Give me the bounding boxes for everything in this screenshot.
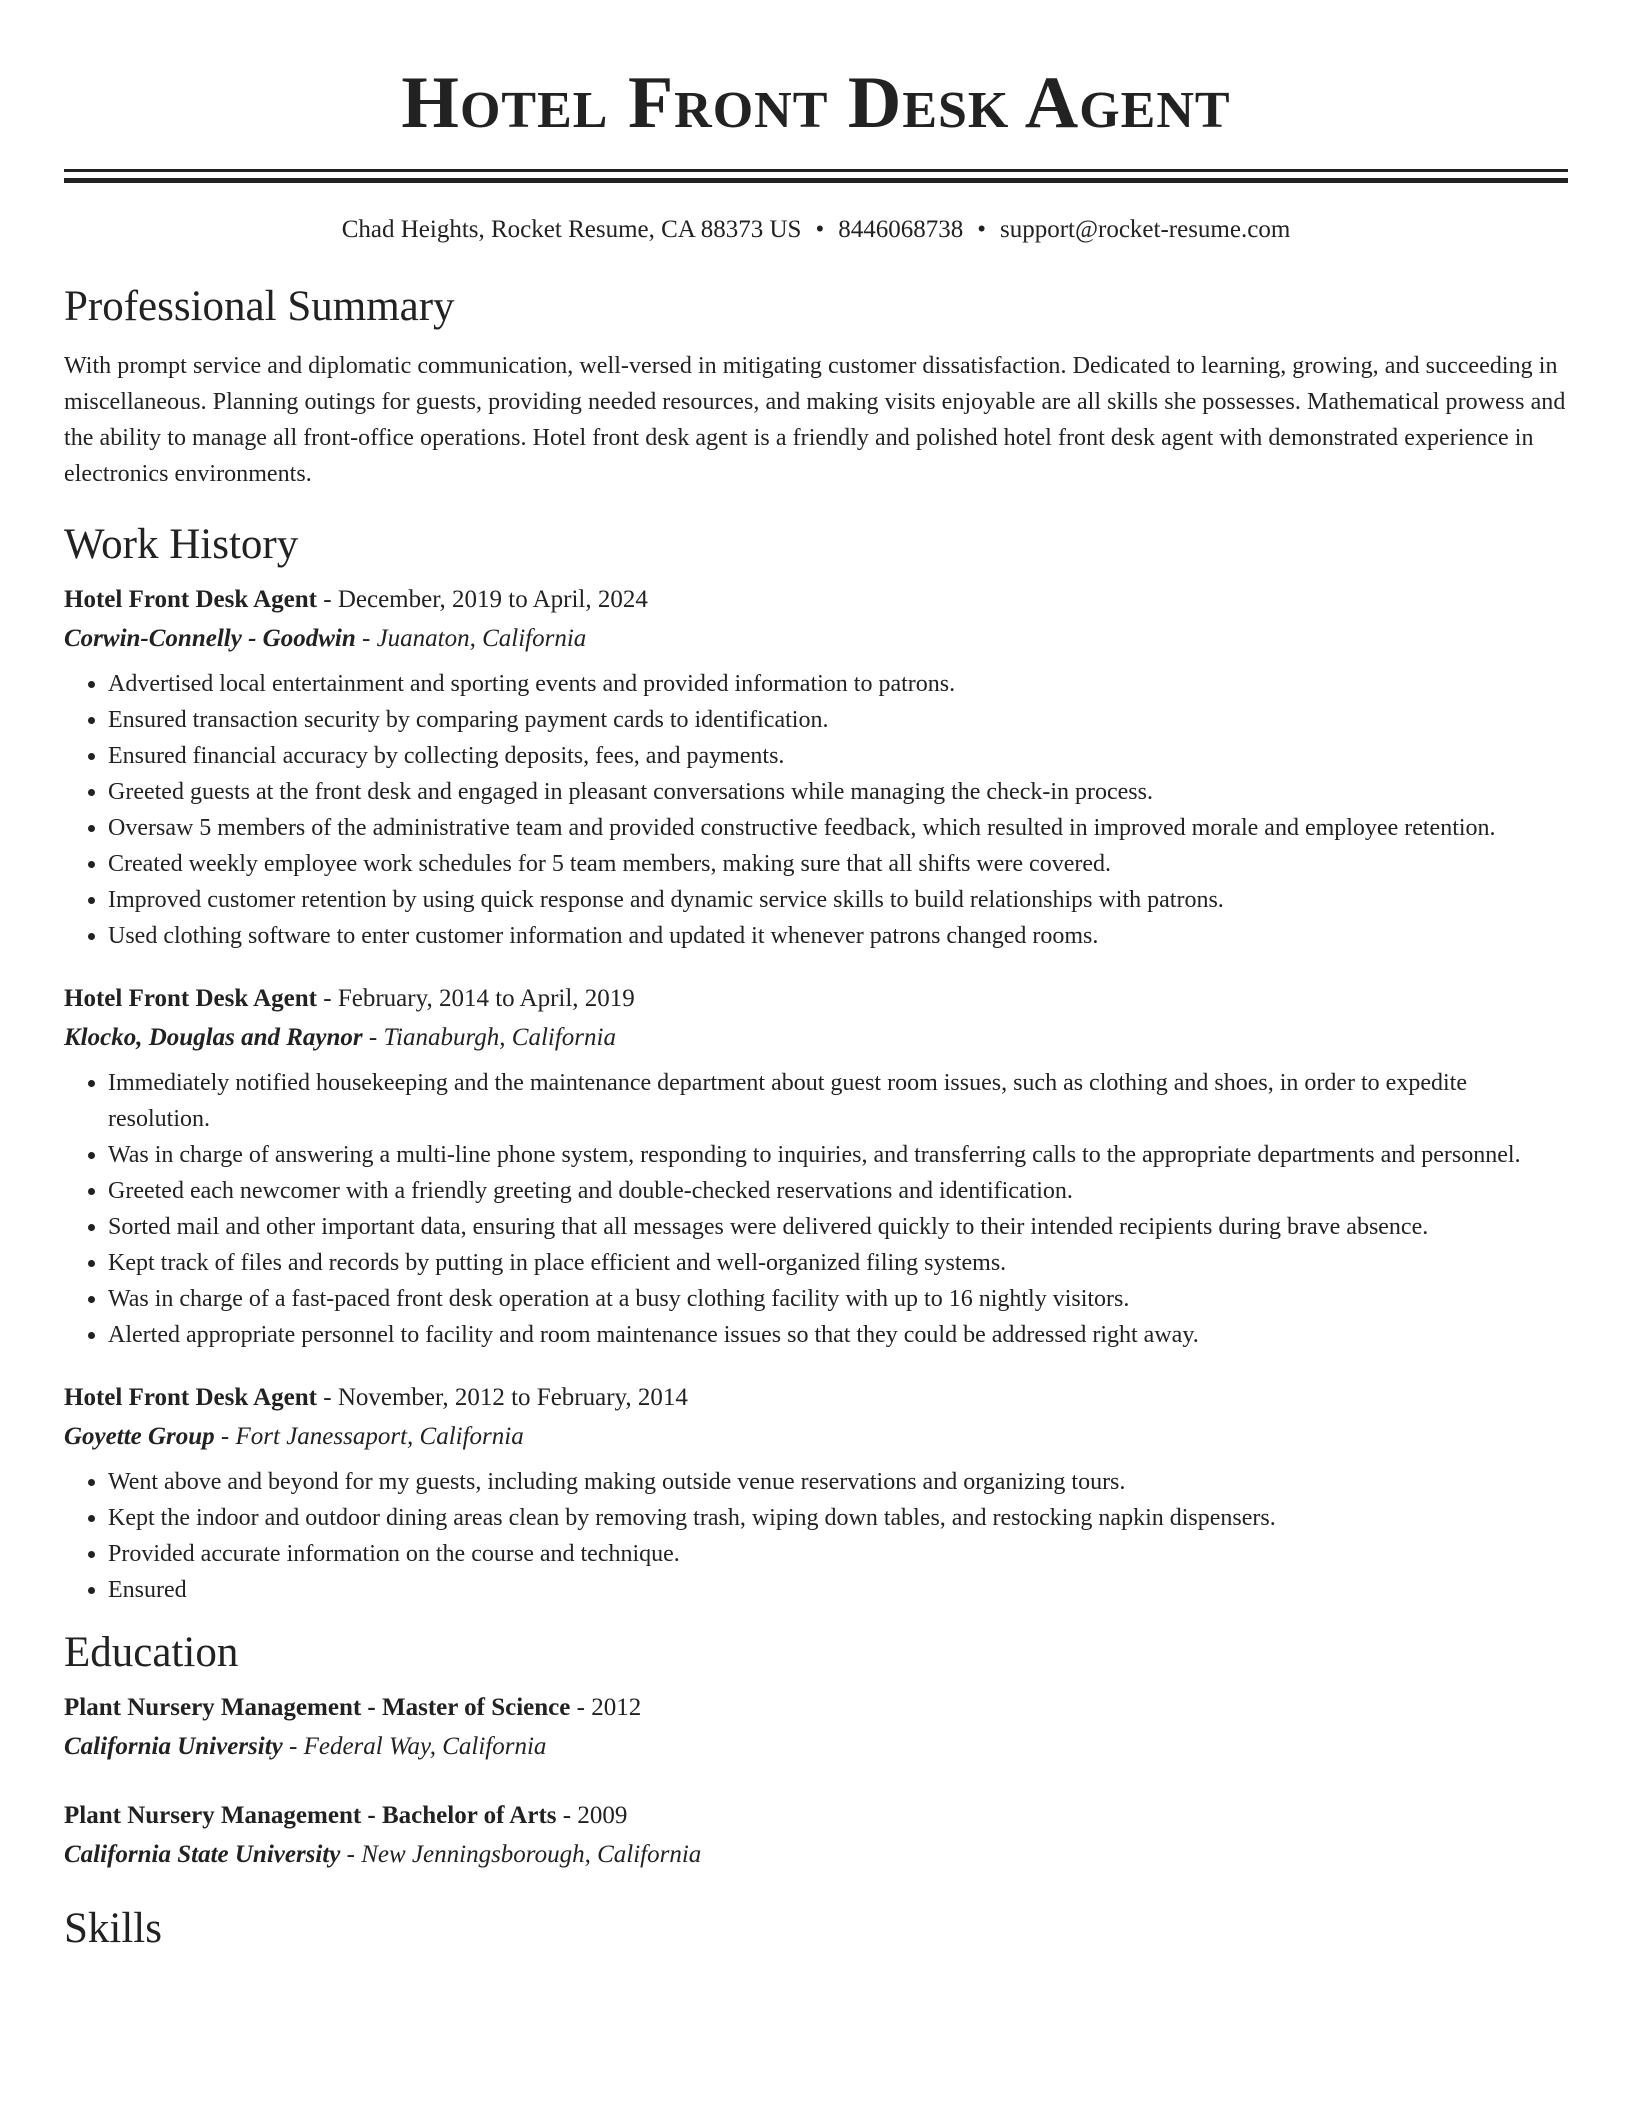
job-bullet: • Created weekly employee work schedules for 5 team members, making sure that all shifts were covered. [108,846,1568,882]
job-location: Tianaburgh, California [383,1024,616,1051]
job-role: Hotel Front Desk Agent [64,586,317,613]
education-school-line [64,1835,1568,1874]
job-bullet-list [64,666,1568,954]
job-bullet: • Immediately notified housekeeping and the maintenance department about guest room issues, such as clothing and shoes, in order to expedite resolution. [108,1065,1568,1137]
joiner: - [317,985,338,1012]
education-entry [64,1797,1568,1874]
joiner: - [340,1841,362,1868]
job-entry [64,1379,1568,1608]
joiner: - [570,1694,592,1721]
job-dates: December, 2019 to April, 2024 [337,586,648,613]
job-bullet: • Oversaw 5 members of the administrative team and provided constructive feedback, which resulted in improved morale and employee retention. [108,810,1568,846]
education-school: California University [64,1733,283,1760]
joiner: - [362,1024,384,1051]
contact-separator: • [977,216,986,243]
education-degree: Plant Nursery Management - Master of Science [64,1694,571,1721]
job-bullet: • Improved customer retention by using quick response and dynamic service skills to build relationships with patrons. [108,882,1568,918]
resume-title: Hotel Front Desk Agent [401,62,1231,144]
title-divider-thick [64,178,1568,183]
job-company: Klocko, Douglas and Raynor [64,1024,363,1051]
job-company-line [64,619,1568,658]
job-location: Juanaton, California [376,625,587,652]
summary-heading: Professional Summary [64,283,455,330]
resume-page [64,0,1568,1954]
education-school: California State University [64,1841,341,1868]
education-location: New Jenningsborough, California [361,1841,702,1868]
education-heading-line [64,1797,1568,1835]
education-year: 2009 [577,1802,628,1829]
job-company: Corwin-Connelly - Goodwin [64,625,356,652]
title-divider-thin [64,169,1568,172]
job-bullet: • Kept the indoor and outdoor dining areas clean by removing trash, wiping down tables, and restocking napkin dispensers. [108,1500,1568,1536]
job-bullet: • Provided accurate information on the course and technique. [108,1536,1568,1572]
joiner: - [355,625,377,652]
job-heading [64,1379,1568,1417]
job-role: Hotel Front Desk Agent [64,985,317,1012]
job-company: Goyette Group [64,1423,215,1450]
job-bullet: • Used clothing software to enter customer information and updated it whenever patrons changed rooms. [108,918,1568,954]
job-location: Fort Janessaport, California [235,1423,524,1450]
education-heading-line [64,1689,1568,1727]
job-dates: February, 2014 to April, 2019 [337,985,635,1012]
job-entry [64,980,1568,1353]
job-bullet: • Greeted guests at the front desk and engaged in pleasant conversations while managing the check-in process. [108,774,1568,810]
skills-heading: Skills [64,1905,162,1952]
job-bullet: • Was in charge of a fast-paced front desk operation at a busy clothing facility with up to 16 nightly visitors. [108,1281,1568,1317]
job-bullet: • Was in charge of answering a multi-line phone system, responding to inquiries, and transferring calls to the appropriate departments and personnel. [108,1137,1568,1173]
job-dates: November, 2012 to February, 2014 [337,1384,688,1411]
job-company-line [64,1417,1568,1456]
joiner: - [317,1384,338,1411]
contact-separator: • [815,216,825,243]
joiner: - [317,586,338,613]
job-company-line [64,1018,1568,1057]
job-bullet: • Ensured [108,1572,1568,1608]
joiner: - [214,1423,236,1450]
job-bullet: • Ensured transaction security by comparing payment cards to identification. [108,702,1568,738]
education-school-line [64,1727,1568,1766]
job-role: Hotel Front Desk Agent [64,1384,317,1411]
job-bullet: • Ensured financial accuracy by collecting deposits, fees, and payments. [108,738,1568,774]
job-bullet: • Went above and beyond for my guests, including making outside venue reservations and organizing tours. [108,1464,1568,1500]
contact-phone: 8446068738 [838,216,964,243]
education-location: Federal Way, California [303,1733,547,1760]
education-heading: Education [64,1629,239,1676]
job-entry [64,581,1568,954]
job-bullet-list [64,1464,1568,1608]
contact-email: support@rocket-resume.com [999,216,1291,243]
job-heading [64,980,1568,1018]
joiner: - [556,1802,578,1829]
job-bullet: • Greeted each newcomer with a friendly greeting and double-checked reservations and identification. [108,1173,1568,1209]
joiner: - [282,1733,304,1760]
job-bullet: • Kept track of files and records by putting in place efficient and well-organized filing systems. [108,1245,1568,1281]
job-bullet: • Sorted mail and other important data, ensuring that all messages were delivered quickly to their intended recipients during brave absence. [108,1209,1568,1245]
job-heading [64,581,1568,619]
work-history-heading: Work History [64,521,299,568]
contact-line [64,214,1568,246]
summary-text: With prompt service and diplomatic communication, well-versed in mitigating customer dissatisfaction. Dedicated to learning, growing, and succeeding in miscellaneous. Planning outings for guests, providing needed resources, and making visits enjoyable are all skills she possesses. Mathematical prowess and the ability to manage all front-office operations. Hotel front desk agent is a friendly and polished hotel front desk agent with demonstrated experience in electronics environments. [64,353,1566,487]
job-bullet-list [64,1065,1568,1353]
education-degree: Plant Nursery Management - Bachelor of Arts [64,1802,557,1829]
education-entry [64,1689,1568,1766]
education-year: 2012 [591,1694,642,1721]
contact-address: Chad Heights, Rocket Resume, CA 88373 US [341,216,802,243]
job-bullet: • Alerted appropriate personnel to facility and room maintenance issues so that they could be addressed right away. [108,1317,1568,1353]
job-bullet: • Advertised local entertainment and sporting events and provided information to patrons. [108,666,1568,702]
